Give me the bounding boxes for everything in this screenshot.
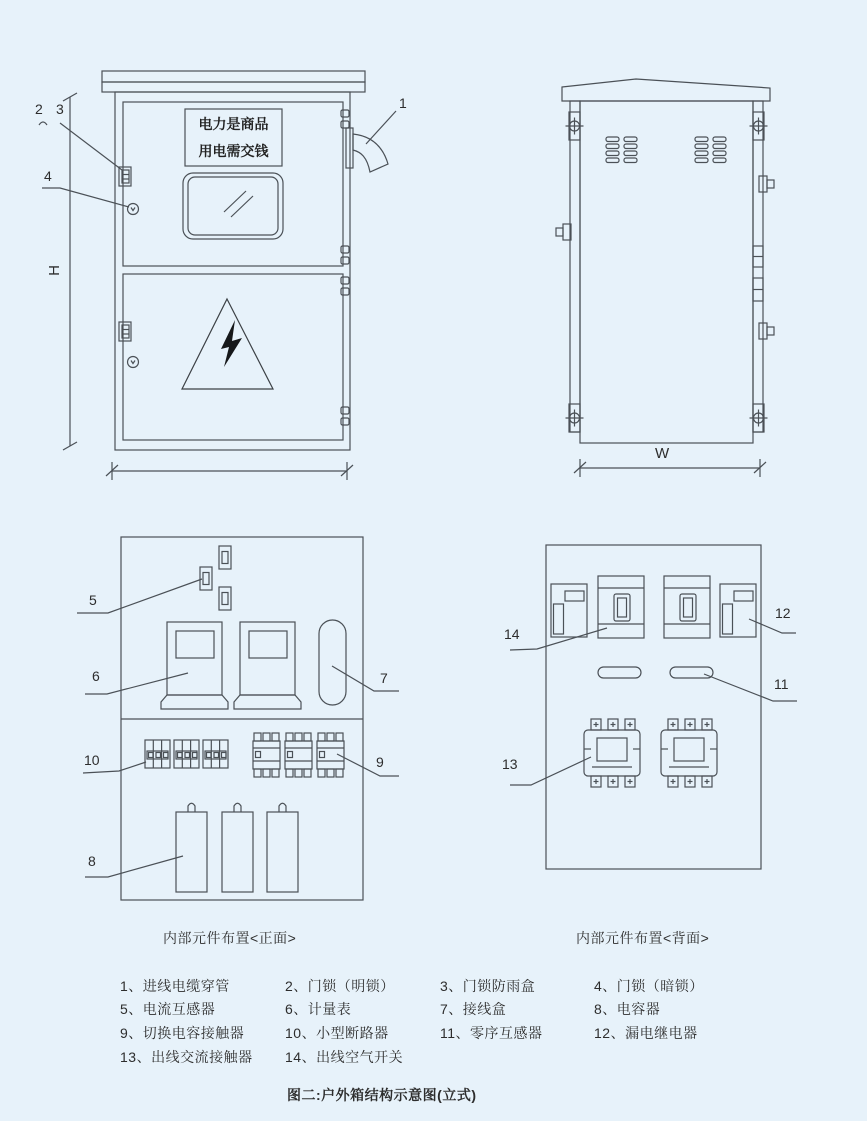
- door-lock-bright-upper: [119, 167, 131, 186]
- callout-9: 9: [376, 754, 384, 770]
- legend-item: 6、计量表: [285, 1001, 352, 1017]
- callout-8: 8: [88, 853, 96, 869]
- leader-line-1: [366, 111, 396, 144]
- leakage-relay: [551, 584, 587, 637]
- leader-line-9: [337, 754, 399, 776]
- back-layout-box: [546, 545, 761, 869]
- height-dim-label: H: [45, 265, 63, 276]
- leader-line-8: [85, 853, 183, 877]
- current-transformer: [219, 546, 231, 569]
- front-lower-door: [123, 274, 343, 440]
- back-latch-right-upper: [759, 176, 774, 192]
- back-hinge: [750, 404, 768, 432]
- callout-14: 14: [504, 626, 520, 642]
- callout-6: 6: [92, 668, 100, 684]
- back-roof: [562, 79, 770, 101]
- leakage-relay: [720, 584, 756, 637]
- legend-item: 1、进线电缆穿管: [120, 978, 230, 994]
- back-latch-left: [556, 224, 571, 240]
- front-layout-drawing: [77, 537, 399, 900]
- leader-line-7: [332, 666, 399, 691]
- front-roof-top: [102, 71, 365, 82]
- back-layout-drawing: [510, 545, 797, 869]
- sign-board-text: [185, 109, 282, 166]
- kwh-meter: [234, 622, 301, 709]
- callout-5: 5: [89, 592, 97, 608]
- brace-2-3: [39, 122, 47, 125]
- back-latch-right-lower: [759, 323, 774, 339]
- back-view-drawing: [556, 79, 774, 477]
- front-hinge: [341, 277, 349, 295]
- legend-item: 4、门锁（暗锁）: [594, 978, 704, 994]
- sign-line-1: 电力是商品: [198, 116, 269, 132]
- callout-1: 1: [399, 95, 407, 111]
- front-width-dimension: [106, 462, 353, 480]
- sign-line-2: 用电需交钱: [198, 143, 269, 159]
- legend-item: 10、小型断路器: [285, 1025, 389, 1041]
- zero-seq-transformer: [670, 667, 713, 678]
- legend-item: 5、电流互感器: [120, 1001, 216, 1017]
- callout-2: 2: [35, 101, 43, 117]
- legend-item: 8、电容器: [594, 1001, 661, 1017]
- back-hinge: [566, 112, 584, 140]
- capacitor-contactor: [285, 733, 312, 777]
- callout-12: 12: [775, 605, 791, 621]
- front-roof-bottom: [102, 82, 365, 92]
- junction-box: [319, 620, 346, 705]
- legend-item: 7、接线盒: [440, 1001, 507, 1017]
- callout-13: 13: [502, 756, 518, 772]
- legend-item: 3、门锁防雨盒: [440, 978, 536, 994]
- leader-line-4: [42, 188, 129, 207]
- leader-line-6: [85, 673, 188, 694]
- mini-breaker: [174, 740, 199, 768]
- capacitor: [267, 803, 298, 892]
- vent-louvers-left: [606, 137, 637, 163]
- front-layout-caption: 内部元件布置<正面>: [163, 930, 297, 946]
- legend-item: 11、零序互感器: [440, 1025, 543, 1041]
- outgoing-ac-contactor: [584, 719, 640, 787]
- front-hinge: [341, 407, 349, 425]
- front-hinge: [341, 246, 349, 264]
- leader-line-14: [510, 628, 607, 650]
- callout-3: 3: [56, 101, 64, 117]
- door-lock-hidden-upper: [128, 204, 139, 215]
- meter-window: [183, 173, 283, 239]
- door-lock-hidden-lower: [128, 357, 139, 368]
- front-hinge: [341, 110, 349, 128]
- mini-breaker: [145, 740, 170, 768]
- legend-item: 2、门锁（明锁）: [285, 978, 395, 994]
- callout-7: 7: [380, 670, 388, 686]
- capacitor-contactor: [253, 733, 280, 777]
- width-dimension: [574, 459, 766, 477]
- leader-line-13: [510, 757, 591, 785]
- outgoing-ac-contactor: [661, 719, 717, 787]
- back-layout-caption: 内部元件布置<背面>: [576, 930, 710, 946]
- back-hinge: [750, 112, 768, 140]
- legend-item: 14、出线空气开关: [285, 1049, 404, 1065]
- back-left-stile: [570, 101, 580, 432]
- kwh-meter: [161, 622, 228, 709]
- zero-seq-transformer: [598, 667, 641, 678]
- legend-item: 13、出线交流接触器: [120, 1049, 253, 1065]
- inlet-conduit: [346, 128, 388, 172]
- vent-louvers-right: [695, 137, 726, 163]
- width-dim-label: W: [655, 445, 670, 462]
- current-transformer: [219, 587, 231, 610]
- mini-breaker: [203, 740, 228, 768]
- capacitor: [222, 803, 253, 892]
- callout-10: 10: [84, 752, 100, 768]
- warning-triangle-icon: [182, 299, 273, 389]
- capacitor: [176, 803, 207, 892]
- door-lock-bright-lower: [119, 322, 131, 341]
- leader-line-2-3: [60, 123, 122, 170]
- outgoing-air-switch: [664, 576, 710, 638]
- callout-11: 11: [774, 676, 789, 692]
- back-mid-hinges: [753, 246, 763, 301]
- callout-4: 4: [44, 168, 52, 184]
- figure-caption: 图二:户外箱结构示意图(立式): [287, 1087, 477, 1103]
- legend-item: 9、切换电容接触器: [120, 1025, 245, 1041]
- height-dimension: [63, 93, 77, 450]
- back-hinge: [566, 404, 584, 432]
- legend-item: 12、漏电继电器: [594, 1025, 698, 1041]
